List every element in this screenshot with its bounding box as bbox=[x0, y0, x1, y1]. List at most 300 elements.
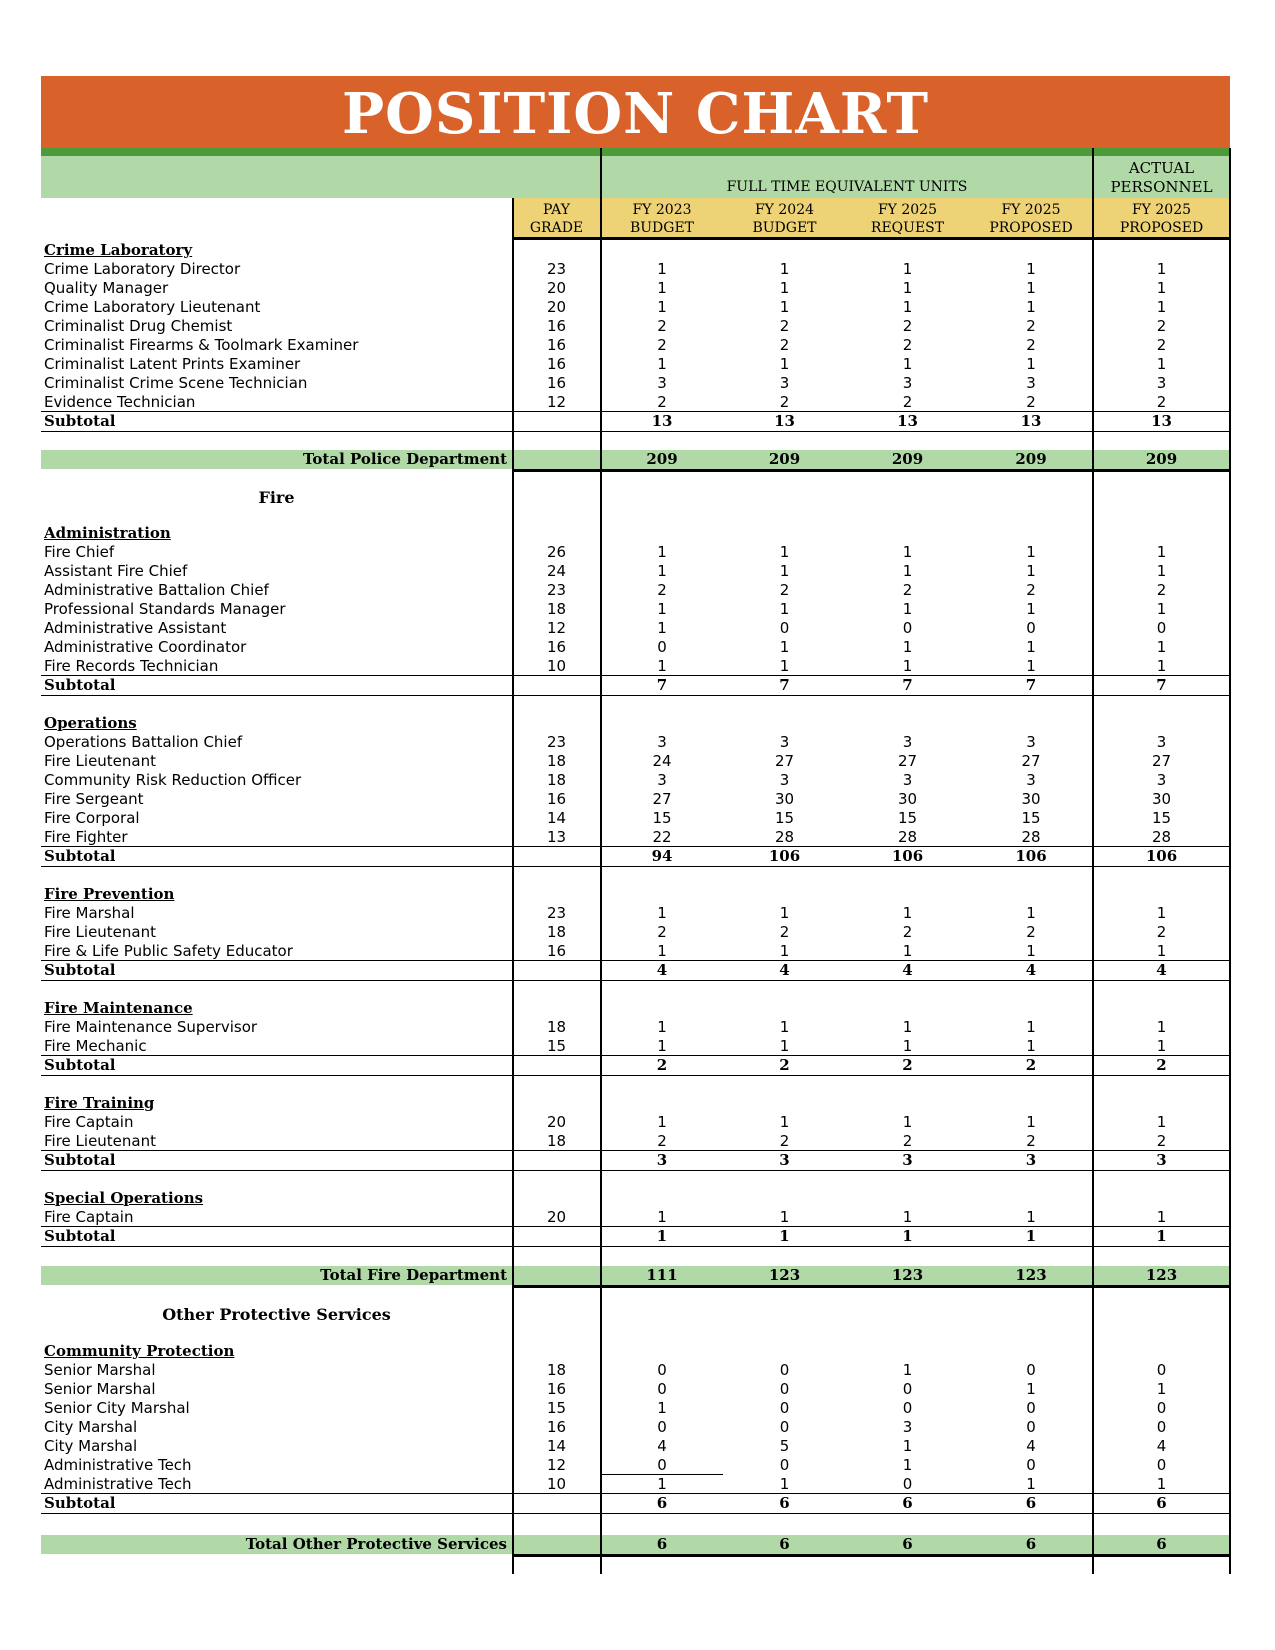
actual-personnel-value: 0 bbox=[1156, 1456, 1167, 1474]
position-name: Quality Manager bbox=[44, 279, 169, 297]
pay-grade: 23 bbox=[546, 260, 567, 278]
col-pay-grade-line2: GRADE bbox=[529, 220, 584, 236]
fy2024-value: 1 bbox=[779, 1113, 790, 1131]
total-rule bbox=[512, 1285, 1231, 1288]
pay-grade: 12 bbox=[546, 619, 567, 637]
total-rule bbox=[512, 1554, 1231, 1557]
subtotal-label: Subtotal bbox=[44, 1227, 116, 1245]
table-row bbox=[0, 298, 1275, 317]
table-row bbox=[0, 317, 1275, 336]
actual-personnel-value: 3 bbox=[1156, 374, 1167, 392]
fy2024-value: 1 bbox=[779, 657, 790, 675]
pay-grade: 16 bbox=[546, 942, 567, 960]
fy2023-value: 0 bbox=[657, 1418, 667, 1436]
actual-personnel-value: 1 bbox=[1156, 638, 1167, 656]
fy2024-value: 0 bbox=[779, 1456, 790, 1474]
fy2024-value: 0 bbox=[779, 1399, 790, 1417]
table-row bbox=[0, 1475, 1275, 1494]
col-pay-grade-line1: PAY bbox=[543, 202, 570, 218]
fy2023-value: 2 bbox=[656, 1056, 668, 1074]
position-name: Administrative Tech bbox=[44, 1456, 192, 1474]
fy2025-request-value: 3 bbox=[902, 733, 913, 751]
pay-grade: 18 bbox=[546, 1132, 567, 1150]
subtotal-label: Subtotal bbox=[44, 847, 116, 865]
fy2024-value: 6 bbox=[779, 1494, 790, 1512]
fy2025-proposed-value: 0 bbox=[1026, 1456, 1036, 1474]
rule bbox=[41, 1170, 1230, 1171]
pay-grade: 26 bbox=[546, 543, 567, 561]
fy2024-value: 1 bbox=[779, 543, 790, 561]
fy2023-value: 209 bbox=[646, 450, 678, 468]
fy2024-value: 4 bbox=[779, 961, 790, 979]
fy2023-value: 3 bbox=[656, 1151, 668, 1169]
col-fy2025-request-line2: REQUEST bbox=[870, 220, 945, 236]
fy2023-value: 2 bbox=[657, 923, 667, 941]
actual-personnel-value: 28 bbox=[1151, 828, 1172, 846]
table-row bbox=[0, 1380, 1275, 1399]
fy2025-request-value: 3 bbox=[902, 1418, 913, 1436]
section-title-operations bbox=[0, 714, 1275, 733]
fy2025-request-value: 2 bbox=[902, 317, 913, 335]
fy2025-request-value: 0 bbox=[902, 1399, 913, 1417]
pay-grade: 15 bbox=[546, 1399, 567, 1417]
actual-personnel-value: 3 bbox=[1156, 733, 1167, 751]
pay-grade: 18 bbox=[546, 1018, 567, 1036]
fy2025-request-value: 106 bbox=[891, 847, 924, 865]
actual-personnel-value: 0 bbox=[1156, 1399, 1167, 1417]
fy2025-proposed-value: 3 bbox=[1026, 374, 1036, 392]
table-row bbox=[0, 790, 1275, 809]
section-title-text: Fire Training bbox=[44, 1094, 155, 1112]
fy2024-value: 1 bbox=[779, 942, 790, 960]
table-row bbox=[0, 1037, 1275, 1056]
position-name: Administrative Assistant bbox=[44, 619, 227, 637]
table-row bbox=[0, 374, 1275, 393]
table-row bbox=[0, 393, 1275, 412]
pay-grade: 16 bbox=[546, 374, 567, 392]
fy2025-request-value: 1 bbox=[902, 1113, 913, 1131]
fy2024-value: 1 bbox=[779, 1018, 790, 1036]
fy2025-request-value: 1 bbox=[902, 355, 913, 373]
position-name: Fire Corporal bbox=[44, 809, 140, 827]
fy2023-value: 15 bbox=[652, 809, 672, 827]
fy2023-value: 1 bbox=[657, 657, 667, 675]
position-name: Evidence Technician bbox=[44, 393, 196, 411]
fy2023-value: 27 bbox=[652, 790, 672, 808]
subtotal-label: Subtotal bbox=[44, 676, 116, 694]
fy2025-request-value: 6 bbox=[902, 1535, 913, 1553]
fy2025-request-value: 1 bbox=[902, 600, 913, 618]
fy2024-value: 0 bbox=[779, 1361, 790, 1379]
fy2024-value: 5 bbox=[779, 1437, 790, 1455]
fy2025-request-value: 1 bbox=[902, 1037, 913, 1055]
fy2025-proposed-value: 3 bbox=[1025, 1151, 1037, 1169]
table-row bbox=[0, 1113, 1275, 1132]
fy2025-request-value: 1 bbox=[902, 657, 913, 675]
actual-personnel-value: 3 bbox=[1156, 1151, 1167, 1169]
actual-personnel-value: 27 bbox=[1151, 752, 1172, 770]
actual-personnel-value: 1 bbox=[1156, 600, 1167, 618]
actual-personnel-value: 6 bbox=[1156, 1494, 1167, 1512]
pay-grade: 18 bbox=[546, 1361, 567, 1379]
fy2025-proposed-value: 1 bbox=[1026, 1018, 1036, 1036]
pay-grade: 20 bbox=[546, 1208, 567, 1226]
fy2023-value: 3 bbox=[657, 733, 667, 751]
fy2024-value: 1 bbox=[779, 1227, 790, 1245]
fy2024-value: 1 bbox=[779, 260, 790, 278]
position-name: Fire Captain bbox=[44, 1208, 134, 1226]
fy2025-proposed-value: 0 bbox=[1026, 1418, 1036, 1436]
actual-personnel-value: 7 bbox=[1156, 676, 1167, 694]
table-row bbox=[0, 336, 1275, 355]
fy2025-request-value: 0 bbox=[902, 619, 913, 637]
actual-personnel-value: 1 bbox=[1156, 1018, 1167, 1036]
fy2023-value: 1 bbox=[657, 1208, 667, 1226]
fy2025-proposed-value: 1 bbox=[1026, 279, 1036, 297]
fy2025-proposed-value: 1 bbox=[1026, 600, 1036, 618]
fy2025-request-value: 1 bbox=[902, 1208, 913, 1226]
fy2024-value: 1 bbox=[779, 600, 790, 618]
table-row bbox=[0, 752, 1275, 771]
fy2025-request-value: 123 bbox=[891, 1266, 924, 1284]
pay-grade: 10 bbox=[546, 1475, 567, 1493]
actual-personnel-value: 1 bbox=[1156, 657, 1167, 675]
fy2025-request-value: 2 bbox=[902, 336, 913, 354]
fy2025-proposed-value: 1 bbox=[1026, 1475, 1036, 1493]
fy2025-proposed-value: 0 bbox=[1026, 1361, 1036, 1379]
col-fy2024-line1: FY 2024 bbox=[754, 202, 815, 218]
actual-personnel-value: 2 bbox=[1156, 923, 1167, 941]
actual-personnel-value: 15 bbox=[1151, 809, 1172, 827]
fy2024-value: 2 bbox=[779, 923, 790, 941]
fy2023-value: 1 bbox=[657, 600, 667, 618]
fy2025-proposed-value: 2 bbox=[1026, 1132, 1036, 1150]
fy2025-proposed-value: 1 bbox=[1026, 562, 1036, 580]
actual-personnel-value: 30 bbox=[1151, 790, 1172, 808]
fy2025-request-value: 1 bbox=[902, 298, 913, 316]
fy2025-proposed-value: 106 bbox=[1015, 847, 1047, 865]
col-fy2025-request-line1: FY 2025 bbox=[877, 202, 938, 218]
fy2023-value: 1 bbox=[656, 1227, 668, 1245]
fy2023-value: 2 bbox=[657, 393, 667, 411]
fy2025-proposed-value: 28 bbox=[1021, 828, 1041, 846]
fy2024-value: 3 bbox=[779, 374, 790, 392]
table-row bbox=[0, 562, 1275, 581]
fy2023-value: 1 bbox=[657, 942, 667, 960]
table-row bbox=[0, 1456, 1275, 1475]
position-name: City Marshal bbox=[44, 1437, 138, 1455]
rule bbox=[41, 866, 1230, 867]
fy2025-request-value: 2 bbox=[902, 923, 913, 941]
fy2023-value: 0 bbox=[657, 638, 667, 656]
fy2023-value: 94 bbox=[651, 847, 673, 865]
table-row bbox=[0, 1437, 1275, 1456]
fy2025-request-value: 0 bbox=[902, 1475, 913, 1493]
fy2025-request-value: 1 bbox=[902, 638, 913, 656]
position-name: Administrative Coordinator bbox=[44, 638, 247, 656]
fy2025-proposed-value: 6 bbox=[1025, 1494, 1037, 1512]
pay-grade: 16 bbox=[546, 317, 567, 335]
section-title-community-protection bbox=[0, 1342, 1275, 1361]
fy2023-value: 6 bbox=[656, 1494, 668, 1512]
pay-grade: 16 bbox=[546, 638, 567, 656]
fy2025-request-value: 3 bbox=[902, 374, 913, 392]
fy2025-proposed-value: 2 bbox=[1026, 923, 1036, 941]
pay-grade: 12 bbox=[546, 393, 567, 411]
fy2025-request-value: 1 bbox=[902, 904, 913, 922]
fy2025-request-value: 1 bbox=[902, 260, 913, 278]
fy2025-proposed-value: 2 bbox=[1026, 336, 1036, 354]
fy2024-value: 2 bbox=[779, 1056, 790, 1074]
fy2025-request-value: 209 bbox=[891, 450, 924, 468]
position-name: Crime Laboratory Lieutenant bbox=[44, 298, 261, 316]
actual-personnel-value: 1 bbox=[1156, 1113, 1167, 1131]
position-name: Criminalist Drug Chemist bbox=[44, 317, 233, 335]
fy2025-proposed-value: 209 bbox=[1015, 450, 1047, 468]
fy2023-value: 3 bbox=[657, 374, 667, 392]
pay-grade: 20 bbox=[546, 1113, 567, 1131]
col-fy2025-proposed-line1: FY 2025 bbox=[1001, 202, 1061, 218]
pay-grade: 16 bbox=[546, 336, 567, 354]
fy2023-value: 1 bbox=[657, 562, 667, 580]
fy2024-value: 2 bbox=[779, 1132, 790, 1150]
actual-personnel-value: 1 bbox=[1156, 1227, 1167, 1245]
pay-grade: 18 bbox=[546, 600, 567, 618]
table-row bbox=[0, 942, 1275, 961]
header-rule bbox=[512, 237, 1231, 240]
position-name: Administrative Tech bbox=[44, 1475, 192, 1493]
fy2025-request-value: 2 bbox=[902, 1056, 913, 1074]
fy2023-value: 1 bbox=[657, 619, 667, 637]
header-band-left bbox=[41, 156, 601, 198]
rule bbox=[41, 1246, 1230, 1247]
pay-grade: 13 bbox=[546, 828, 567, 846]
actual-personnel-value: 0 bbox=[1156, 619, 1167, 637]
actual-personnel-value: 1 bbox=[1156, 1380, 1167, 1398]
fy2024-value: 2 bbox=[779, 581, 790, 599]
fy2024-value: 1 bbox=[779, 1208, 790, 1226]
position-name: Fire & Life Public Safety Educator bbox=[44, 942, 293, 960]
fy2025-proposed-value: 1 bbox=[1026, 657, 1036, 675]
fy2023-value: 0 bbox=[657, 1456, 667, 1474]
table-row bbox=[0, 279, 1275, 298]
fy2024-value: 30 bbox=[774, 790, 795, 808]
actual-personnel-value: 106 bbox=[1145, 847, 1178, 865]
subtotal-row bbox=[0, 412, 1275, 431]
fy2025-proposed-value: 1 bbox=[1026, 260, 1036, 278]
actual-personnel-value: 123 bbox=[1145, 1266, 1178, 1284]
actual-personnel-value: 0 bbox=[1156, 1418, 1167, 1436]
fy2025-request-value: 1 bbox=[902, 1227, 913, 1245]
fy2025-request-value: 1 bbox=[902, 942, 913, 960]
actual-personnel-value: 1 bbox=[1156, 562, 1167, 580]
total-label: Total Other Protective Services bbox=[245, 1535, 507, 1553]
actual-personnel-value: 1 bbox=[1156, 298, 1167, 316]
fy2024-value: 3 bbox=[779, 733, 790, 751]
fy2025-request-value: 1 bbox=[902, 1018, 913, 1036]
table-row bbox=[0, 543, 1275, 562]
actual-personnel-value: 13 bbox=[1151, 412, 1172, 430]
fy2024-value: 7 bbox=[779, 676, 790, 694]
table-row bbox=[0, 809, 1275, 828]
table-row bbox=[0, 904, 1275, 923]
actual-personnel-value: 2 bbox=[1156, 581, 1167, 599]
actual-personnel-value: 1 bbox=[1156, 1475, 1167, 1493]
fy2024-value: 2 bbox=[779, 336, 790, 354]
position-name: Fire Marshal bbox=[44, 904, 135, 922]
fy2025-request-value: 15 bbox=[897, 809, 918, 827]
fy2025-proposed-value: 4 bbox=[1025, 961, 1037, 979]
col-fy2024-line2: BUDGET bbox=[752, 220, 817, 236]
subtotal-row bbox=[0, 1227, 1275, 1246]
section-title-text: Special Operations bbox=[44, 1189, 204, 1207]
section-title-text: Crime Laboratory bbox=[44, 241, 193, 259]
section-title-text: Administration bbox=[44, 524, 171, 542]
fy2024-value: 3 bbox=[779, 771, 790, 789]
table-row bbox=[0, 657, 1275, 676]
position-name: Fire Lieutenant bbox=[44, 752, 156, 770]
total-police-row bbox=[0, 450, 1275, 469]
fy2024-value: 0 bbox=[779, 1380, 790, 1398]
pay-grade: 15 bbox=[546, 1037, 567, 1055]
actual-personnel-value: 1 bbox=[1156, 942, 1167, 960]
fy2024-value: 1 bbox=[779, 1037, 790, 1055]
actual-personnel-value: 1 bbox=[1156, 904, 1167, 922]
fy2024-value: 2 bbox=[779, 393, 790, 411]
fy2025-request-value: 2 bbox=[902, 393, 913, 411]
table-row bbox=[0, 771, 1275, 790]
pay-grade: 12 bbox=[546, 1456, 567, 1474]
fy2025-request-value: 6 bbox=[902, 1494, 913, 1512]
table-row bbox=[0, 638, 1275, 657]
actual-personnel-value: 3 bbox=[1156, 771, 1167, 789]
pay-grade: 10 bbox=[546, 657, 567, 675]
fy2023-value: 1 bbox=[657, 355, 667, 373]
fy2025-request-value: 2 bbox=[902, 1132, 913, 1150]
fy2024-value: 1 bbox=[779, 298, 790, 316]
actual-personnel-value: 1 bbox=[1156, 1208, 1167, 1226]
position-name: Fire Lieutenant bbox=[44, 923, 156, 941]
subtotal-label: Subtotal bbox=[44, 1056, 116, 1074]
position-name: Fire Maintenance Supervisor bbox=[44, 1018, 258, 1036]
total-label: Total Police Department bbox=[302, 450, 507, 468]
fy2023-value: 2 bbox=[657, 1132, 667, 1150]
pay-grade: 18 bbox=[546, 771, 567, 789]
col-actual-proposed-line1: FY 2025 bbox=[1131, 202, 1192, 218]
total-ops-row bbox=[0, 1535, 1275, 1554]
pay-grade: 20 bbox=[546, 279, 567, 297]
actual-personnel-value: 4 bbox=[1156, 1437, 1167, 1455]
pay-grade: 16 bbox=[546, 790, 567, 808]
fy2024-value: 28 bbox=[774, 828, 795, 846]
fy2025-request-value: 3 bbox=[902, 771, 913, 789]
pay-grade: 14 bbox=[546, 809, 567, 827]
actual-personnel-value: 1 bbox=[1156, 543, 1167, 561]
section-title-crime-lab bbox=[0, 241, 1275, 260]
fy2025-proposed-value: 1 bbox=[1026, 904, 1036, 922]
fy2023-value: 4 bbox=[657, 1437, 667, 1455]
actual-personnel-value: 0 bbox=[1156, 1361, 1167, 1379]
fy2024-value: 0 bbox=[779, 619, 790, 637]
fy2025-proposed-value: 0 bbox=[1026, 619, 1036, 637]
fy2023-value: 1 bbox=[657, 1399, 667, 1417]
actual-personnel-value: 209 bbox=[1145, 450, 1178, 468]
fy2024-value: 1 bbox=[779, 638, 790, 656]
fy2025-request-value: 13 bbox=[897, 412, 918, 430]
fy2023-value: 2 bbox=[657, 581, 667, 599]
fy2025-request-value: 28 bbox=[897, 828, 918, 846]
section-title-text: Fire Maintenance bbox=[44, 999, 193, 1017]
fy2024-value: 1 bbox=[779, 562, 790, 580]
subtotal-row bbox=[0, 1494, 1275, 1513]
fy2025-request-value: 1 bbox=[902, 543, 913, 561]
position-name: City Marshal bbox=[44, 1418, 138, 1436]
fy2023-value: 1 bbox=[657, 279, 667, 297]
pay-grade: 24 bbox=[546, 562, 567, 580]
subtotal-row bbox=[0, 961, 1275, 980]
fy2024-value: 1 bbox=[779, 355, 790, 373]
section-title-fire-maintenance bbox=[0, 999, 1275, 1018]
fy2025-request-value: 3 bbox=[902, 1151, 913, 1169]
section-title-text: Fire Prevention bbox=[44, 885, 175, 903]
fy2024-value: 15 bbox=[774, 809, 795, 827]
table-row bbox=[0, 1018, 1275, 1037]
pay-grade: 18 bbox=[546, 752, 567, 770]
fy2025-proposed-value: 2 bbox=[1026, 393, 1036, 411]
table-row bbox=[0, 733, 1275, 752]
fy2025-request-value: 1 bbox=[902, 1456, 913, 1474]
fy2023-value: 0 bbox=[657, 1380, 667, 1398]
pay-grade: 20 bbox=[546, 298, 567, 316]
fy2023-value: 111 bbox=[646, 1266, 678, 1284]
table-row bbox=[0, 581, 1275, 600]
pay-grade: 23 bbox=[546, 581, 567, 599]
actual-personnel-value: 2 bbox=[1156, 317, 1167, 335]
fy2025-proposed-value: 1 bbox=[1026, 638, 1036, 656]
col-fy2023-line1: FY 2023 bbox=[632, 202, 692, 218]
position-name: Fire Records Technician bbox=[44, 657, 219, 675]
fy2025-proposed-value: 123 bbox=[1015, 1266, 1047, 1284]
section-title-fire-training bbox=[0, 1094, 1275, 1113]
fy2025-proposed-value: 1 bbox=[1026, 543, 1036, 561]
dept-title-fire: Fire bbox=[258, 488, 295, 507]
rule bbox=[41, 431, 1230, 432]
position-name: Criminalist Crime Scene Technician bbox=[44, 374, 308, 392]
subtotal-label: Subtotal bbox=[44, 412, 116, 430]
actual-personnel-value: 2 bbox=[1156, 393, 1167, 411]
col-fy2025-proposed-line2: PROPOSED bbox=[989, 220, 1073, 236]
pay-grade: 18 bbox=[546, 923, 567, 941]
fy2023-value: 13 bbox=[651, 412, 673, 430]
fy2023-value: 1 bbox=[657, 298, 667, 316]
table-row bbox=[0, 923, 1275, 942]
fy2024-value: 106 bbox=[768, 847, 801, 865]
actual-personnel-value: 1 bbox=[1156, 355, 1167, 373]
fy2024-value: 1 bbox=[779, 1475, 790, 1493]
subtotal-row bbox=[0, 847, 1275, 866]
table-row bbox=[0, 1132, 1275, 1151]
pay-grade: 14 bbox=[546, 1437, 567, 1455]
pay-grade: 16 bbox=[546, 1418, 567, 1436]
fy2025-proposed-value: 0 bbox=[1026, 1399, 1036, 1417]
fy2023-value: 4 bbox=[656, 961, 668, 979]
table-row bbox=[0, 600, 1275, 619]
subtotal-label: Subtotal bbox=[44, 1494, 116, 1512]
fy2024-value: 123 bbox=[768, 1266, 801, 1284]
subtotal-row bbox=[0, 676, 1275, 695]
dept-title-other-protective: Other Protective Services bbox=[162, 1305, 391, 1324]
position-name: Professional Standards Manager bbox=[44, 600, 286, 618]
